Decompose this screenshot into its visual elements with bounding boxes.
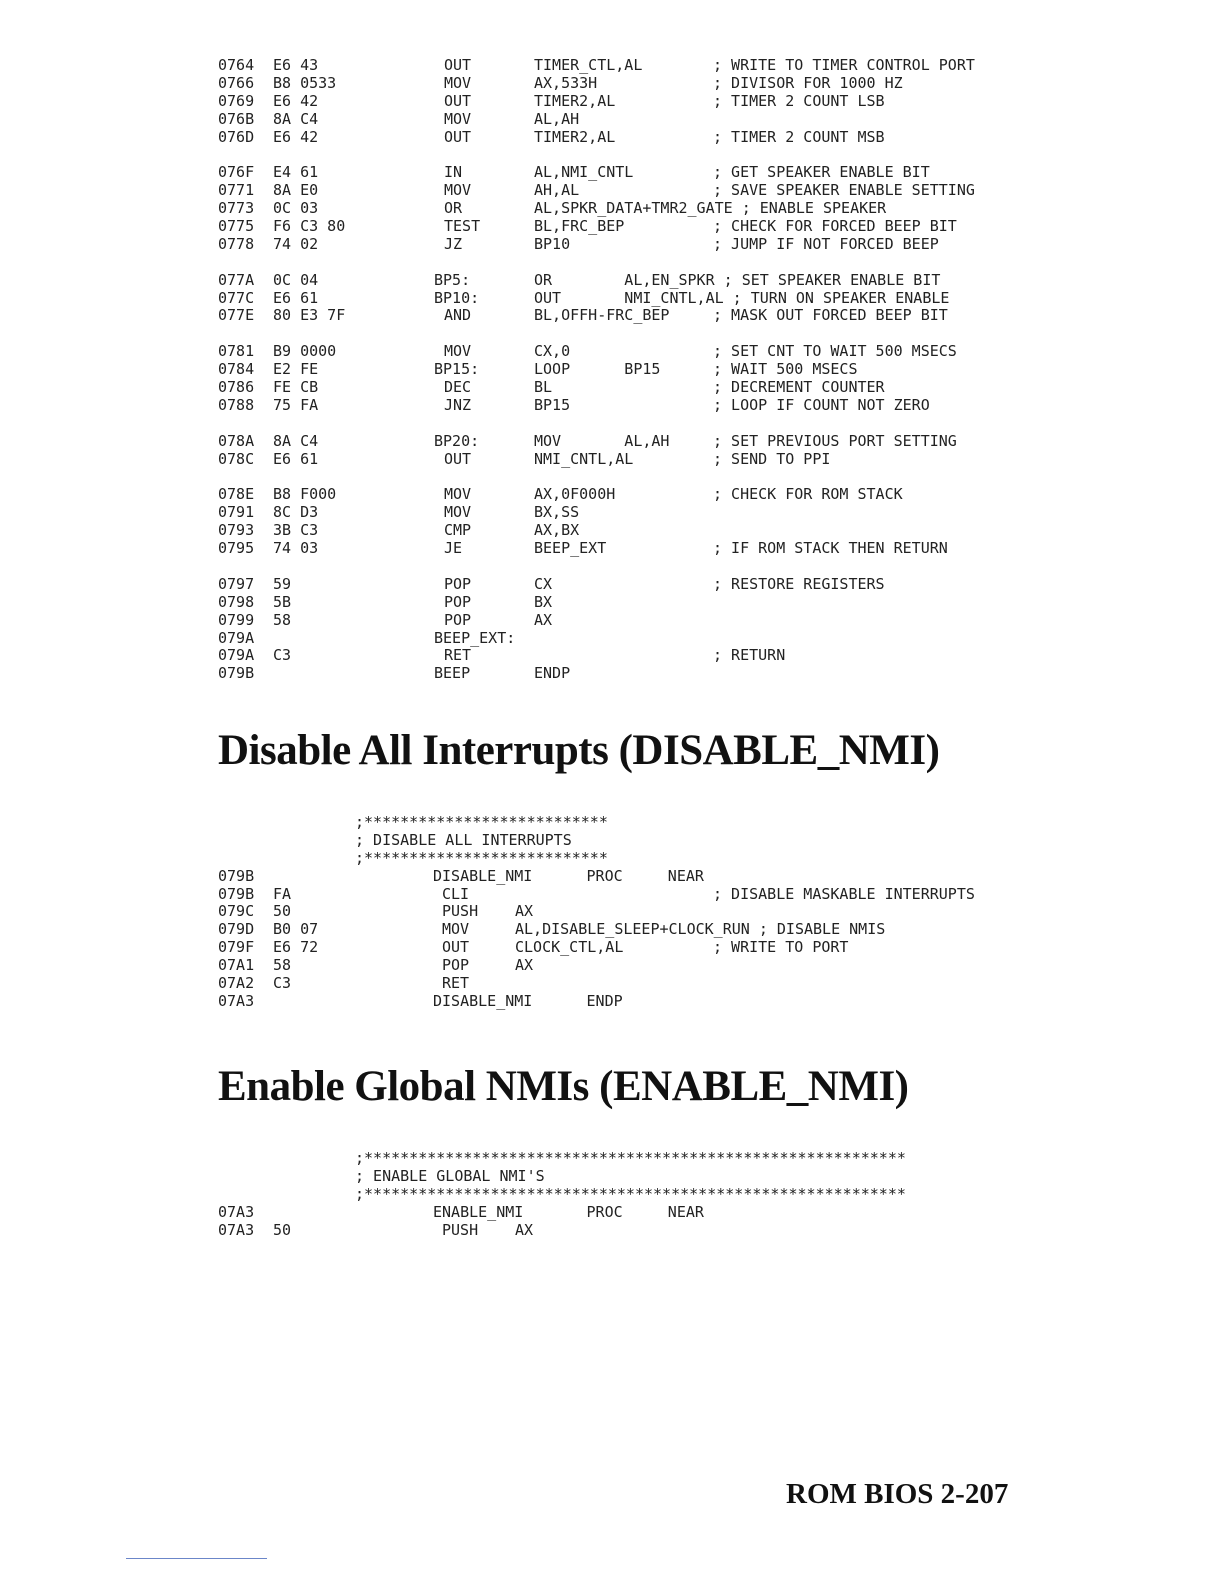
label: BEEP_EXT:: [434, 628, 516, 647]
machine-code: C3: [273, 646, 292, 665]
comment: ; WAIT 500 MSECS: [713, 360, 858, 379]
address: 079B: [218, 664, 255, 683]
comment: ; SAVE SPEAKER ENABLE SETTING: [713, 181, 975, 200]
address: 077A: [218, 270, 255, 289]
comment-text: ; ENABLE GLOBAL NMI'S: [355, 1166, 545, 1185]
address: 079A: [218, 646, 255, 665]
operands: AX,533H: [534, 73, 598, 92]
machine-code: B8 0533: [273, 73, 337, 92]
mnemonic: MOV: [444, 503, 472, 522]
mnemonic: PUSH: [442, 902, 479, 921]
machine-code: E6 42: [273, 91, 319, 110]
label: BP15:: [434, 360, 480, 379]
machine-code: E6 61: [273, 449, 319, 468]
comment-text: ;***************************: [355, 848, 608, 867]
operands: TIMER2,AL: [534, 91, 616, 110]
machine-code: 8A C4: [273, 109, 319, 128]
operands: TIMER2,AL: [534, 127, 616, 146]
address: 0771: [218, 181, 255, 200]
machine-code: 75 FA: [273, 395, 319, 414]
comment: ; JUMP IF NOT FORCED BEEP: [713, 234, 939, 253]
mnemonic: POP: [444, 574, 472, 593]
operands: MOV AL,AH: [534, 431, 670, 450]
label: BP10:: [434, 288, 480, 307]
comment-text: ;************************************************************: [355, 1184, 906, 1203]
mnemonic: CMP: [444, 521, 472, 540]
comment: ; MASK OUT FORCED BEEP BIT: [713, 306, 948, 325]
comment-text: ;***************************: [355, 813, 608, 831]
address: 0793: [218, 521, 255, 540]
machine-code: 0C 04: [273, 270, 319, 289]
operands: AL,DISABLE_SLEEP+CLOCK_RUN ; DISABLE NMIS: [515, 920, 886, 939]
address: 0778: [218, 234, 255, 253]
operands: AX,0F000H: [534, 485, 616, 504]
address: 079A: [218, 628, 255, 647]
operands: AL,NMI_CNTL: [534, 163, 634, 182]
machine-code: 58: [273, 610, 292, 629]
operands: OR AL,EN_SPKR ; SET SPEAKER ENABLE BIT: [534, 270, 941, 289]
mnemonic: MOV: [444, 181, 472, 200]
address: 0795: [218, 539, 255, 558]
mnemonic: MOV: [444, 73, 472, 92]
address: 07A3: [218, 1220, 255, 1239]
mnemonic: OUT: [444, 449, 472, 468]
address: 0781: [218, 342, 255, 361]
operands: BEEP_EXT: [534, 539, 607, 558]
mnemonic: DEC: [444, 378, 472, 397]
label: BP5:: [434, 270, 471, 289]
section-heading-enable-nmi: Enable Global NMIs (ENABLE_NMI): [218, 1063, 909, 1110]
operands: BL,FRC_BEP: [534, 217, 625, 236]
comment: ; SET PREVIOUS PORT SETTING: [713, 431, 957, 450]
comment-text: ;************************************************************: [355, 1149, 906, 1167]
mnemonic: OUT: [444, 127, 472, 146]
operands: AL,SPKR_DATA+TMR2_GATE ; ENABLE SPEAKER: [534, 199, 887, 218]
operands: ENDP: [534, 664, 571, 683]
operands: BL,OFFH-FRC_BEP: [534, 306, 670, 325]
machine-code: 59: [273, 574, 292, 593]
mnemonic: JNZ: [444, 395, 472, 414]
operands: CLOCK_CTL,AL: [515, 938, 624, 957]
operands: BP10: [534, 234, 571, 253]
machine-code: 74 02: [273, 234, 319, 253]
operands: AL,AH: [534, 109, 580, 128]
machine-code: 8A E0: [273, 181, 319, 200]
operands: BP15: [534, 395, 571, 414]
mnemonic: POP: [444, 610, 472, 629]
machine-code: E2 FE: [273, 360, 319, 379]
machine-code: FA: [273, 884, 292, 903]
address: 0764: [218, 56, 255, 74]
address: 076D: [218, 127, 255, 146]
comment: ; DIVISOR FOR 1000 HZ: [713, 73, 903, 92]
address: 079D: [218, 920, 255, 939]
address: 076B: [218, 109, 255, 128]
address: 07A1: [218, 956, 255, 975]
operands: AX,BX: [534, 521, 580, 540]
mnemonic: PUSH: [442, 1220, 479, 1239]
mnemonic: TEST: [444, 217, 481, 236]
machine-code: 50: [273, 1220, 292, 1239]
comment: ; IF ROM STACK THEN RETURN: [713, 539, 948, 558]
address: 079B: [218, 884, 255, 903]
address: 0773: [218, 199, 255, 218]
operands: TIMER_CTL,AL: [534, 56, 643, 74]
mnemonic: AND: [444, 306, 472, 325]
comment: ; WRITE TO PORT: [713, 938, 849, 957]
machine-code: 3B C3: [273, 521, 319, 540]
mnemonic: POP: [442, 956, 470, 975]
mnemonic: MOV: [442, 920, 470, 939]
address: 0788: [218, 395, 255, 414]
machine-code: C3: [273, 974, 292, 993]
machine-code: F6 C3 80: [273, 217, 346, 236]
mnemonic: OUT: [442, 938, 470, 957]
mnemonic: IN: [444, 163, 463, 182]
operands: AX: [515, 956, 534, 975]
operands: NMI_CNTL,AL: [534, 449, 634, 468]
comment: ; CHECK FOR FORCED BEEP BIT: [713, 217, 957, 236]
machine-code: 8C D3: [273, 503, 319, 522]
machine-code: 58: [273, 956, 292, 975]
address: 079C: [218, 902, 255, 921]
operands: CX,0: [534, 342, 571, 361]
label: BP20:: [434, 431, 480, 450]
section-heading-disable-nmi: Disable All Interrupts (DISABLE_NMI): [218, 727, 940, 774]
address: 0799: [218, 610, 255, 629]
address: 07A2: [218, 974, 255, 993]
footnote-rule: [126, 1558, 267, 1559]
address: 0797: [218, 574, 255, 593]
mnemonic: OUT: [444, 91, 472, 110]
comment: ; TIMER 2 COUNT LSB: [713, 91, 885, 110]
address: 077E: [218, 306, 255, 325]
address: 0791: [218, 503, 255, 522]
mnemonic: OR: [444, 199, 463, 218]
operands: BX: [534, 592, 553, 611]
mnemonic: JE: [444, 539, 463, 558]
machine-code: B0 07: [273, 920, 319, 939]
mnemonic: RET: [444, 646, 472, 665]
comment: ; GET SPEAKER ENABLE BIT: [713, 163, 930, 182]
mnemonic: OUT: [444, 56, 472, 74]
comment: ; DISABLE MASKABLE INTERRUPTS: [713, 884, 975, 903]
mnemonic: MOV: [444, 109, 472, 128]
address: 079F: [218, 938, 255, 957]
comment: ; DECREMENT COUNTER: [713, 378, 885, 397]
address: 0798: [218, 592, 255, 611]
machine-code: 80 E3 7F: [273, 306, 346, 325]
operands: AX: [534, 610, 553, 629]
address: 078E: [218, 485, 255, 504]
machine-code: E6 43: [273, 56, 319, 74]
page-footer: ROM BIOS 2-207: [786, 1478, 1009, 1510]
address: 0766: [218, 73, 255, 92]
machine-code: E6 42: [273, 127, 319, 146]
mnemonic: JZ: [444, 234, 463, 253]
operands: LOOP BP15: [534, 360, 661, 379]
comment: ; WRITE TO TIMER CONTROL PORT: [713, 56, 975, 74]
comment: ; RETURN: [713, 646, 786, 665]
machine-code: 50: [273, 902, 292, 921]
machine-code: B8 F000: [273, 485, 337, 504]
comment: ; SET CNT TO WAIT 500 MSECS: [713, 342, 957, 361]
comment: ; CHECK FOR ROM STACK: [713, 485, 903, 504]
machine-code: E4 61: [273, 163, 319, 182]
operands: CX: [534, 574, 553, 593]
operands: AX: [515, 902, 534, 921]
mnemonic: MOV: [444, 342, 472, 361]
address: 077C: [218, 288, 255, 307]
label: DISABLE_NMI PROC NEAR: [433, 866, 704, 885]
operands: OUT NMI_CNTL,AL ; TURN ON SPEAKER ENABLE: [534, 288, 950, 307]
comment: ; TIMER 2 COUNT MSB: [713, 127, 885, 146]
machine-code: 74 03: [273, 539, 319, 558]
address: 078A: [218, 431, 255, 450]
comment-text: ; DISABLE ALL INTERRUPTS: [355, 830, 572, 849]
address: 0786: [218, 378, 255, 397]
label: BEEP: [434, 664, 471, 683]
label: DISABLE_NMI ENDP: [433, 991, 623, 1010]
address: 07A3: [218, 1202, 255, 1221]
address: 07A3: [218, 991, 255, 1010]
operands: AH,AL: [534, 181, 580, 200]
comment: ; LOOP IF COUNT NOT ZERO: [713, 395, 930, 414]
machine-code: E6 61: [273, 288, 319, 307]
mnemonic: CLI: [442, 884, 470, 903]
mnemonic: MOV: [444, 485, 472, 504]
mnemonic: RET: [442, 974, 470, 993]
address: 078C: [218, 449, 255, 468]
machine-code: 0C 03: [273, 199, 319, 218]
address: 0775: [218, 217, 255, 236]
address: 079B: [218, 866, 255, 885]
operands: BX,SS: [534, 503, 580, 522]
address: 076F: [218, 163, 255, 182]
address: 0784: [218, 360, 255, 379]
machine-code: B9 0000: [273, 342, 337, 361]
machine-code: FE CB: [273, 378, 319, 397]
machine-code: 8A C4: [273, 431, 319, 450]
comment: ; RESTORE REGISTERS: [713, 574, 885, 593]
operands: BL: [534, 378, 553, 397]
comment: ; SEND TO PPI: [713, 449, 831, 468]
label: ENABLE_NMI PROC NEAR: [433, 1202, 704, 1221]
machine-code: 5B: [273, 592, 292, 611]
address: 0769: [218, 91, 255, 110]
machine-code: E6 72: [273, 938, 319, 957]
operands: AX: [515, 1220, 534, 1239]
mnemonic: POP: [444, 592, 472, 611]
